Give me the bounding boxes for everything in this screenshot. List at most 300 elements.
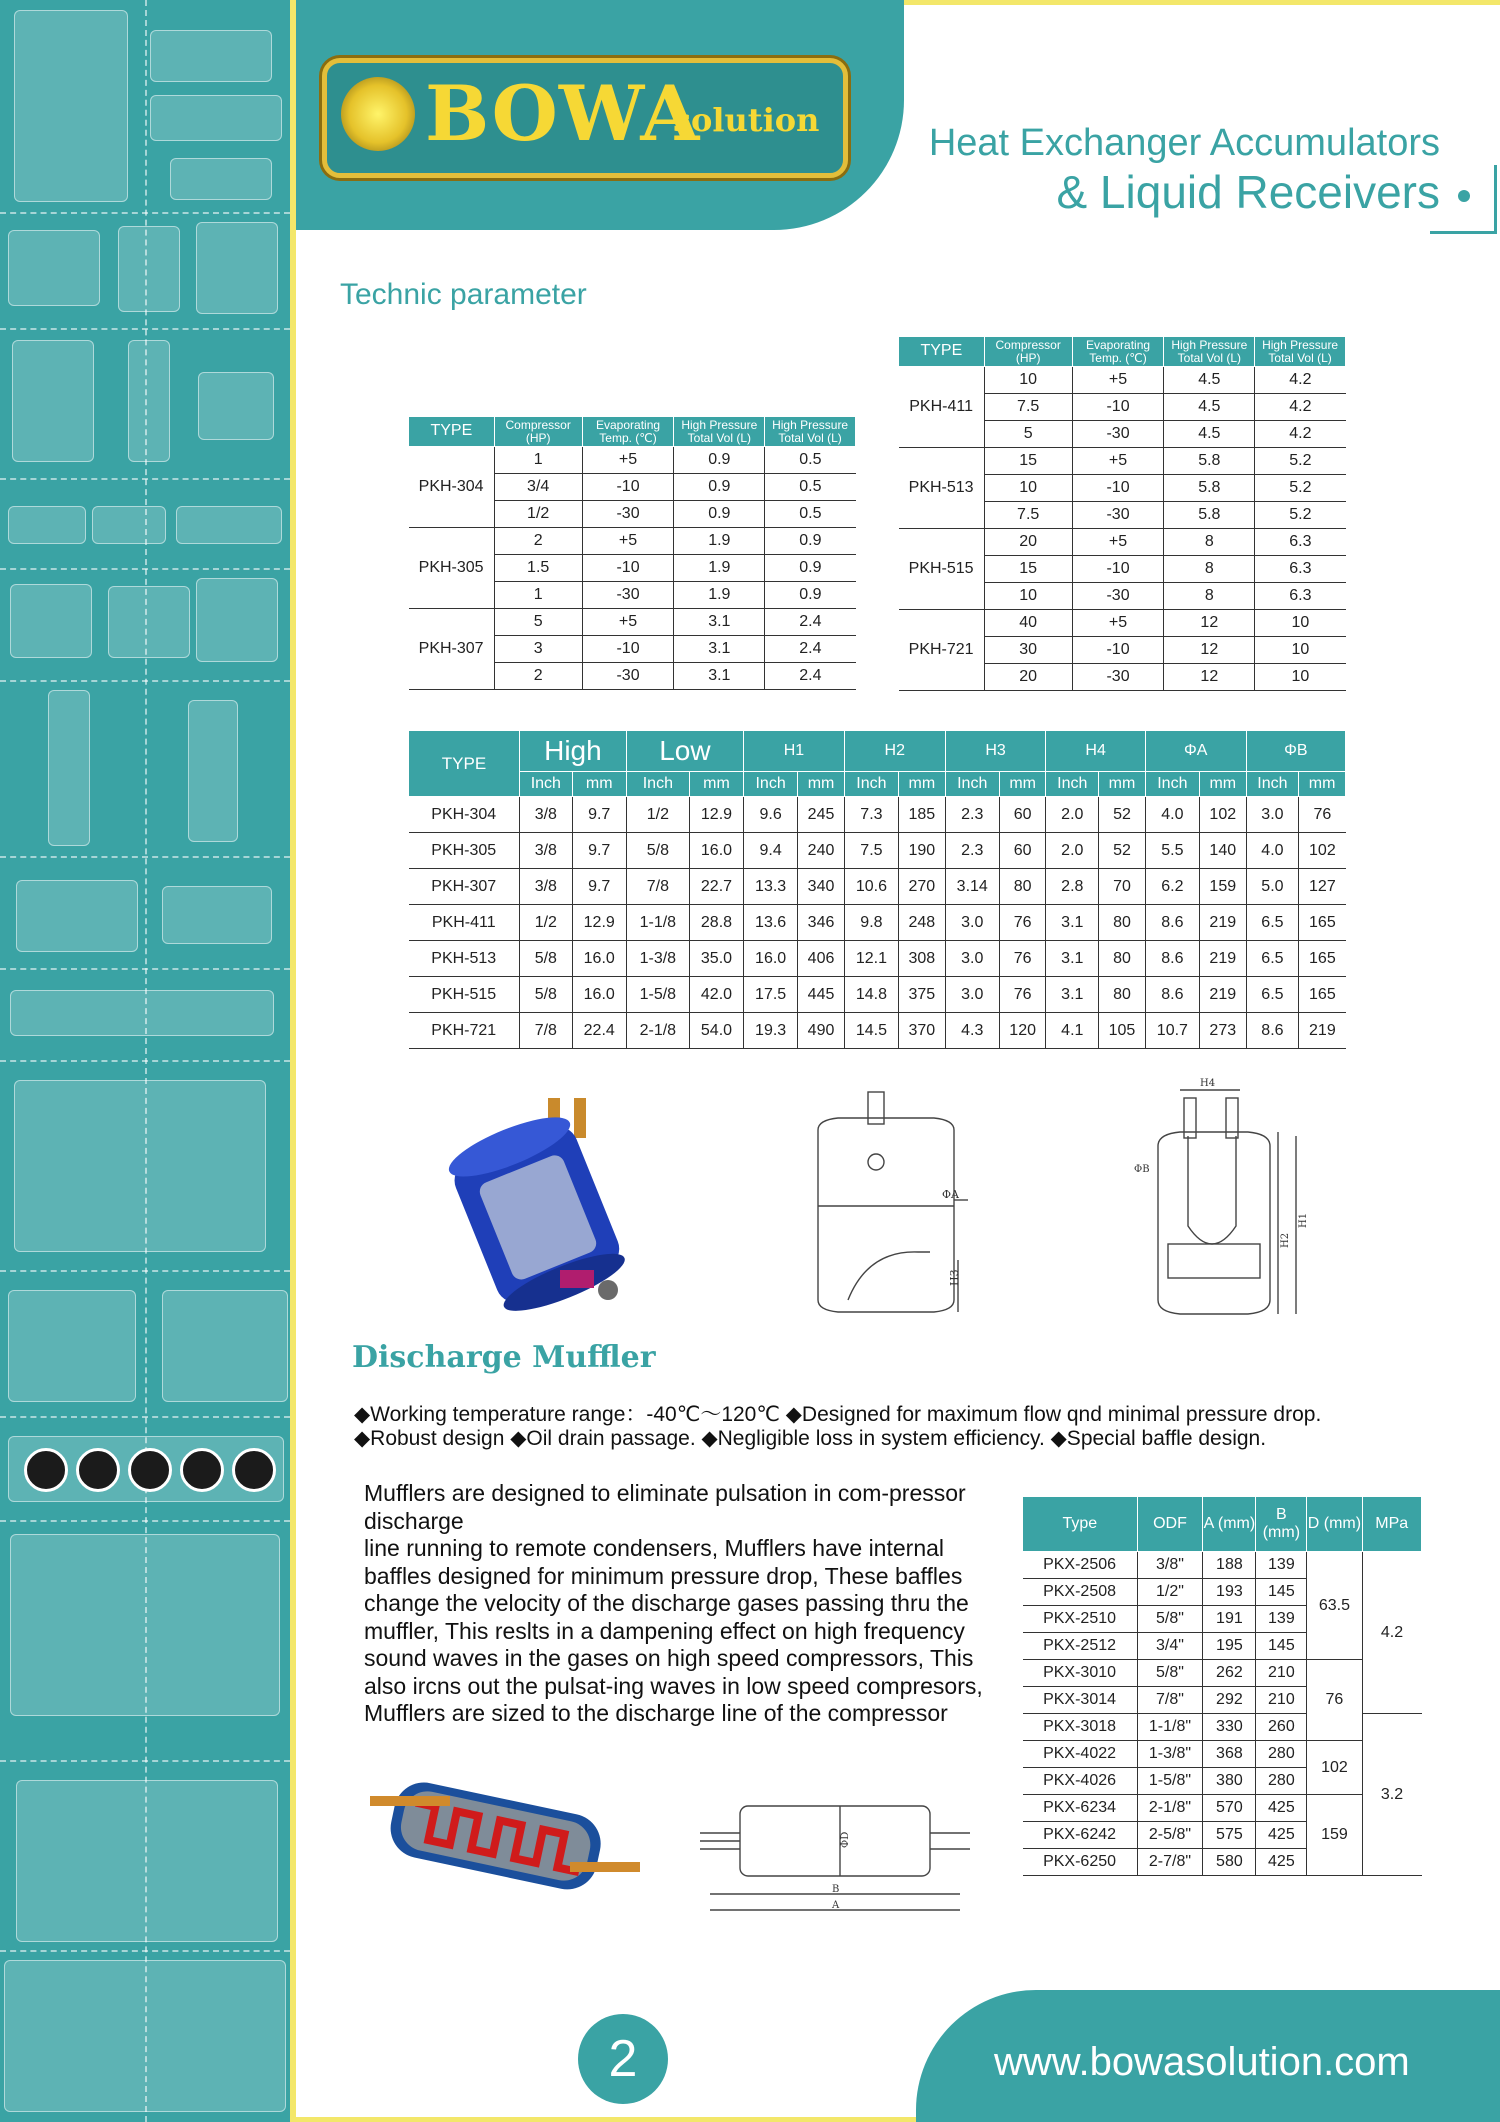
value-cell: 5/8	[626, 833, 689, 869]
value-cell: 76	[999, 977, 1046, 1013]
value-cell: 280	[1256, 1768, 1307, 1795]
value-cell: 5.8	[1164, 475, 1255, 502]
value-cell: 2-7/8"	[1137, 1849, 1203, 1876]
value-cell: 2.4	[765, 663, 856, 690]
value-cell: 52	[1099, 833, 1146, 869]
value-cell: 12.9	[572, 905, 626, 941]
unit-header: mm	[689, 772, 743, 797]
value-cell: +5	[1072, 367, 1164, 394]
unit-header: mm	[1299, 772, 1346, 797]
value-cell: 2	[494, 528, 582, 555]
value-cell: 575	[1203, 1822, 1256, 1849]
table-row	[409, 941, 1346, 977]
value-cell: 3.1	[1046, 941, 1099, 977]
sidebar-divider	[0, 1950, 290, 1952]
value-cell: 280	[1256, 1741, 1307, 1768]
fan-icon	[76, 1448, 120, 1492]
type-cell: PKX-4022	[1023, 1741, 1138, 1768]
value-cell: 5.8	[1164, 448, 1255, 475]
col-group-header: Low	[626, 731, 743, 772]
value-cell: +5	[1072, 529, 1164, 556]
type-cell: PKH-304	[409, 447, 495, 528]
value-cell: 5.0	[1246, 869, 1299, 905]
value-cell: 9.7	[572, 869, 626, 905]
unit-header: mm	[798, 772, 845, 797]
type-cell: PKH-721	[899, 610, 985, 691]
value-cell: 20	[984, 664, 1072, 691]
value-cell: 8.6	[1246, 1013, 1299, 1049]
value-cell: -10	[1072, 394, 1164, 421]
unit-header: Inch	[626, 772, 689, 797]
value-cell: 76	[999, 941, 1046, 977]
value-cell: 5	[984, 421, 1072, 448]
col-header: TYPE	[899, 337, 985, 367]
value-cell: 0.5	[765, 501, 856, 528]
table-row	[409, 869, 1346, 905]
section-title: Technic parameter	[340, 278, 587, 311]
accumulator-section-drawing	[1128, 1076, 1324, 1322]
ball-valve-image	[150, 30, 272, 82]
value-cell: 102	[1199, 797, 1246, 833]
col-header: B (mm)	[1256, 1497, 1307, 1552]
value-cell: 8	[1164, 529, 1255, 556]
value-cell: 425	[1256, 1795, 1307, 1822]
table-row	[409, 833, 1346, 869]
col-header: Evaporating Temp. (℃)	[1072, 337, 1164, 367]
value-cell: 3/8	[520, 797, 573, 833]
value-cell: 4.1	[1046, 1013, 1099, 1049]
value-cell: 1-3/8	[626, 941, 689, 977]
filter-drier-image	[176, 506, 282, 544]
valve-image	[108, 586, 190, 658]
value-cell: 60	[999, 833, 1046, 869]
col-group-header: H3	[945, 731, 1046, 772]
value-cell: 8.6	[1145, 977, 1199, 1013]
type-cell: PKH-304	[409, 797, 520, 833]
sight-glass-image	[150, 95, 282, 141]
sight-glass-image	[196, 578, 278, 662]
value-cell: 5/8"	[1137, 1660, 1203, 1687]
condenser-unit-image	[4, 1960, 286, 2112]
col-group-header: High	[520, 731, 627, 772]
value-cell: +5	[582, 447, 674, 474]
unit-header: mm	[899, 772, 946, 797]
value-cell: -10	[582, 474, 674, 501]
value-cell: 445	[798, 977, 845, 1013]
value-cell: 190	[899, 833, 946, 869]
value-cell: 9.7	[572, 797, 626, 833]
h4-label: H4	[1200, 1078, 1216, 1089]
type-cell: PKH-515	[409, 977, 520, 1013]
value-cell: 1.9	[674, 528, 765, 555]
unit-header: Inch	[1046, 772, 1099, 797]
value-cell: 580	[1203, 1849, 1256, 1876]
type-cell: PKX-2512	[1023, 1633, 1138, 1660]
value-cell: 2.0	[1046, 833, 1099, 869]
value-cell: 9.4	[744, 833, 798, 869]
sidebar-divider	[0, 1760, 290, 1762]
drier-image	[198, 372, 274, 440]
value-cell: -30	[582, 501, 674, 528]
value-cell: 28.8	[689, 905, 743, 941]
value-cell: 13.3	[744, 869, 798, 905]
pipe-assembly-image	[10, 990, 274, 1036]
value-cell: 2	[494, 663, 582, 690]
h2-label: H2	[1280, 1232, 1291, 1248]
value-cell: 4.5	[1164, 421, 1255, 448]
value-cell: 8	[1164, 583, 1255, 610]
separator-image	[188, 700, 238, 842]
value-cell: 330	[1203, 1714, 1256, 1741]
fan-icon	[128, 1448, 172, 1492]
unit-header: Inch	[844, 772, 898, 797]
value-cell: 54.0	[689, 1013, 743, 1049]
value-cell: 370	[899, 1013, 946, 1049]
value-cell: 1/2"	[1137, 1579, 1203, 1606]
value-cell: 1-5/8"	[1137, 1768, 1203, 1795]
value-cell: 191	[1203, 1606, 1256, 1633]
value-cell: -30	[582, 663, 674, 690]
value-cell: 7.3	[844, 797, 898, 833]
value-cell: 4.3	[945, 1013, 999, 1049]
value-cell: 5.2	[1255, 502, 1346, 529]
value-cell: 340	[798, 869, 845, 905]
col-group-header: ΦA	[1145, 731, 1246, 772]
value-cell: 12.9	[689, 797, 743, 833]
h3-label: H3	[948, 1269, 961, 1286]
logo-emblem-icon	[341, 77, 415, 151]
sidebar-divider	[0, 968, 290, 970]
type-cell: PKH-305	[409, 833, 520, 869]
value-cell: -30	[1072, 502, 1164, 529]
value-cell: 368	[1203, 1741, 1256, 1768]
value-cell: 105	[1099, 1013, 1146, 1049]
value-cell: 9.8	[844, 905, 898, 941]
value-cell: 406	[798, 941, 845, 977]
muffler-title: Discharge Muffler	[352, 1340, 656, 1375]
value-cell: 6.3	[1255, 583, 1346, 610]
value-cell: +5	[582, 528, 674, 555]
b-label: B	[832, 1884, 840, 1895]
type-cell: PKH-411	[409, 905, 520, 941]
value-cell: 8.6	[1145, 905, 1199, 941]
sidebar-divider	[0, 1416, 290, 1418]
value-cell: 2.4	[765, 636, 856, 663]
value-cell: 139	[1256, 1606, 1307, 1633]
condensing-unit-image	[8, 1290, 136, 1402]
filter-drier-image	[8, 506, 86, 544]
value-cell: 0.9	[674, 501, 765, 528]
value-cell: 4.2	[1255, 394, 1346, 421]
value-cell: 2.3	[945, 833, 999, 869]
value-cell: 76	[999, 905, 1046, 941]
sidebar-border	[290, 0, 296, 2122]
valve-image	[162, 886, 272, 944]
col-group-header: H1	[744, 731, 845, 772]
value-cell: 3/8"	[1137, 1552, 1203, 1579]
value-cell: 8.6	[1145, 941, 1199, 977]
table-row	[409, 609, 856, 636]
value-cell: -30	[582, 582, 674, 609]
value-cell: 13.6	[744, 905, 798, 941]
value-cell: 15	[984, 556, 1072, 583]
value-cell: 10	[1255, 610, 1346, 637]
unit-header: mm	[572, 772, 626, 797]
a-label: A	[832, 1900, 840, 1911]
value-cell: 3.1	[674, 663, 765, 690]
sidebar-divider	[0, 328, 290, 330]
receiver-image	[12, 340, 94, 462]
value-cell: 9.6	[744, 797, 798, 833]
description-paragraph: line running to remote condensers, Mufflers have internal baffles designed for minimum pressure drop, These baffles change the velocity of the discharge gases passing thru the muffler, This reslts in a dampening effect on high frequency sound waves in the gases on high speed compressors, This also ircns out the pulsat-ing waves in low speed compresors, Mufflers are sized to the discharge line of the compressor	[364, 1535, 983, 1726]
table-row	[1023, 1660, 1422, 1687]
value-cell: 6.5	[1246, 941, 1299, 977]
value-cell: 1-1/8	[626, 905, 689, 941]
value-cell: 6.2	[1145, 869, 1199, 905]
col-header: Type	[1023, 1497, 1138, 1552]
col-header-type: TYPE	[409, 731, 520, 797]
value-cell: 10	[984, 367, 1072, 394]
unit-header: mm	[999, 772, 1046, 797]
unit-header: mm	[1199, 772, 1246, 797]
value-cell: 3.1	[674, 609, 765, 636]
product-sidebar	[0, 0, 290, 2122]
col-header: Compressor (HP)	[984, 337, 1072, 367]
condensing-unit-image	[162, 1290, 288, 1402]
features-line: ◆Working temperature range：-40℃～120℃ ◆Designed for maximum flow qnd minimal pressure drop.	[354, 1403, 1322, 1426]
value-cell: 1	[494, 582, 582, 609]
value-cell: 4.5	[1164, 394, 1255, 421]
value-cell: 145	[1256, 1579, 1307, 1606]
sidebar-divider	[0, 1270, 290, 1272]
col-group-header: H2	[844, 731, 945, 772]
value-cell: 35.0	[689, 941, 743, 977]
value-cell: 219	[1199, 905, 1246, 941]
value-cell: 273	[1199, 1013, 1246, 1049]
value-cell: +5	[582, 609, 674, 636]
value-cell: 425	[1256, 1849, 1307, 1876]
value-cell: 80	[999, 869, 1046, 905]
value-cell: 8	[1164, 556, 1255, 583]
value-cell: 2.3	[945, 797, 999, 833]
type-cell: PKH-305	[409, 528, 495, 609]
type-cell: PKX-4026	[1023, 1768, 1138, 1795]
value-cell: 7/8	[626, 869, 689, 905]
type-cell: PKX-6234	[1023, 1795, 1138, 1822]
value-cell: 22.4	[572, 1013, 626, 1049]
value-cell: 4.5	[1164, 367, 1255, 394]
unit-header: mm	[1099, 772, 1146, 797]
value-cell: 80	[1099, 905, 1146, 941]
type-cell: PKH-513	[899, 448, 985, 529]
sidebar-divider	[0, 680, 290, 682]
value-cell: 6.3	[1255, 529, 1346, 556]
value-cell: 9.7	[572, 833, 626, 869]
value-cell: 0.9	[765, 555, 856, 582]
value-cell: -10	[1072, 556, 1164, 583]
value-cell: 80	[1099, 941, 1146, 977]
value-cell: 17.5	[744, 977, 798, 1013]
diameter-cell: 102	[1307, 1741, 1362, 1795]
col-header: High Pressure Total Vol (L)	[674, 417, 765, 447]
value-cell: 3.14	[945, 869, 999, 905]
unit-header: Inch	[1145, 772, 1199, 797]
sidebar-divider	[0, 568, 290, 570]
value-cell: 10	[984, 583, 1072, 610]
value-cell: 10	[984, 475, 1072, 502]
value-cell: 165	[1299, 941, 1346, 977]
value-cell: 5.8	[1164, 502, 1255, 529]
value-cell: 1-1/8"	[1137, 1714, 1203, 1741]
muffler-cutaway-image	[370, 1780, 640, 1900]
value-cell: 4.2	[1255, 421, 1346, 448]
value-cell: 375	[899, 977, 946, 1013]
separator-image	[48, 690, 90, 846]
value-cell: 16.0	[572, 941, 626, 977]
value-cell: 0.5	[765, 474, 856, 501]
value-cell: 270	[899, 869, 946, 905]
value-cell: -10	[1072, 475, 1164, 502]
value-cell: 346	[798, 905, 845, 941]
brand-name: BOWA	[425, 69, 701, 158]
value-cell: 12	[1164, 664, 1255, 691]
value-cell: 1.5	[494, 555, 582, 582]
table-row	[1023, 1741, 1422, 1768]
sidebar-divider	[0, 1520, 290, 1522]
type-cell: PKH-513	[409, 941, 520, 977]
value-cell: 1.9	[674, 555, 765, 582]
value-cell: 5	[494, 609, 582, 636]
value-cell: 76	[1299, 797, 1346, 833]
solenoid-valve-image	[16, 880, 138, 952]
value-cell: 2.8	[1046, 869, 1099, 905]
value-cell: 16.0	[689, 833, 743, 869]
value-cell: 14.8	[844, 977, 898, 1013]
table-row	[899, 610, 1346, 637]
value-cell: 292	[1203, 1687, 1256, 1714]
website-link[interactable]: www.bowasolution.com	[994, 2040, 1410, 2084]
col-header: High Pressure Total Vol (L)	[1255, 337, 1346, 367]
value-cell: 3.0	[945, 977, 999, 1013]
value-cell: 240	[798, 833, 845, 869]
col-header: MPa	[1362, 1497, 1421, 1552]
value-cell: 3/4"	[1137, 1633, 1203, 1660]
value-cell: 80	[1099, 977, 1146, 1013]
sidebar-divider	[0, 212, 290, 214]
value-cell: 210	[1256, 1687, 1307, 1714]
value-cell: 570	[1203, 1795, 1256, 1822]
value-cell: 3/8	[520, 869, 573, 905]
expansion-valve-image	[8, 230, 100, 306]
value-cell: 3.0	[945, 905, 999, 941]
fan-icon	[24, 1448, 68, 1492]
filter-image	[170, 158, 272, 200]
phi-b-label: ΦB	[1134, 1164, 1150, 1175]
value-cell: 7.5	[984, 394, 1072, 421]
diameter-cell: 63.5	[1307, 1552, 1362, 1660]
unit-header: Inch	[520, 772, 573, 797]
value-cell: 308	[899, 941, 946, 977]
value-cell: 102	[1299, 833, 1346, 869]
brand-sub: solution	[673, 101, 820, 139]
type-cell: PKX-6250	[1023, 1849, 1138, 1876]
value-cell: 195	[1203, 1633, 1256, 1660]
table-row	[409, 528, 856, 555]
value-cell: -10	[1072, 637, 1164, 664]
type-cell: PKX-3018	[1023, 1714, 1138, 1741]
table-row	[899, 448, 1346, 475]
value-cell: 15	[984, 448, 1072, 475]
accumulator-3d-image	[440, 1090, 630, 1320]
value-cell: 165	[1299, 905, 1346, 941]
value-cell: 1/2	[520, 905, 573, 941]
value-cell: 248	[899, 905, 946, 941]
rack-unit-image	[16, 1780, 278, 1942]
value-cell: 12.1	[844, 941, 898, 977]
compressor-unit-image	[10, 1534, 280, 1716]
value-cell: 0.9	[765, 528, 856, 555]
col-header: High Pressure Total Vol (L)	[1164, 337, 1255, 367]
type-cell: PKH-307	[409, 609, 495, 690]
fan-icon	[180, 1448, 224, 1492]
value-cell: 6.5	[1246, 977, 1299, 1013]
value-cell: 2-1/8"	[1137, 1795, 1203, 1822]
col-header: High Pressure Total Vol (L)	[765, 417, 856, 447]
page-subtitle: & Liquid Receivers	[1056, 166, 1440, 218]
value-cell: +5	[1072, 448, 1164, 475]
h1-label: H1	[1298, 1212, 1309, 1228]
table-row	[899, 529, 1346, 556]
valve-image	[196, 222, 278, 314]
value-cell: 3.0	[1246, 797, 1299, 833]
brand-logo	[322, 58, 848, 178]
value-cell: 3	[494, 636, 582, 663]
value-cell: 219	[1299, 1013, 1346, 1049]
value-cell: 5.2	[1255, 448, 1346, 475]
value-cell: 0.9	[765, 582, 856, 609]
type-cell: PKX-2508	[1023, 1579, 1138, 1606]
value-cell: 425	[1256, 1822, 1307, 1849]
filter-drier-image	[92, 506, 166, 544]
type-cell: PKX-2510	[1023, 1606, 1138, 1633]
value-cell: 3.1	[1046, 977, 1099, 1013]
table-row	[409, 797, 1346, 833]
value-cell: 16.0	[572, 977, 626, 1013]
value-cell: 4.2	[1255, 367, 1346, 394]
value-cell: 5.2	[1255, 475, 1346, 502]
pressure-cell: 3.2	[1362, 1714, 1421, 1876]
unit-header: Inch	[945, 772, 999, 797]
value-cell: -30	[1072, 583, 1164, 610]
value-cell: -10	[582, 636, 674, 663]
value-cell: 5/8"	[1137, 1606, 1203, 1633]
value-cell: 6.3	[1255, 556, 1346, 583]
value-cell: 22.7	[689, 869, 743, 905]
value-cell: 3.0	[945, 941, 999, 977]
value-cell: 3/8	[520, 833, 573, 869]
diameter-cell: 159	[1307, 1795, 1362, 1876]
table-row	[1023, 1714, 1422, 1741]
value-cell: 16.0	[744, 941, 798, 977]
value-cell: 2.0	[1046, 797, 1099, 833]
value-cell: 2-5/8"	[1137, 1822, 1203, 1849]
col-group-header: H4	[1046, 731, 1145, 772]
exploded-unit-image	[14, 1080, 266, 1252]
value-cell: 20	[984, 529, 1072, 556]
value-cell: 10	[1255, 637, 1346, 664]
type-cell: PKH-307	[409, 869, 520, 905]
value-cell: 52	[1099, 797, 1146, 833]
